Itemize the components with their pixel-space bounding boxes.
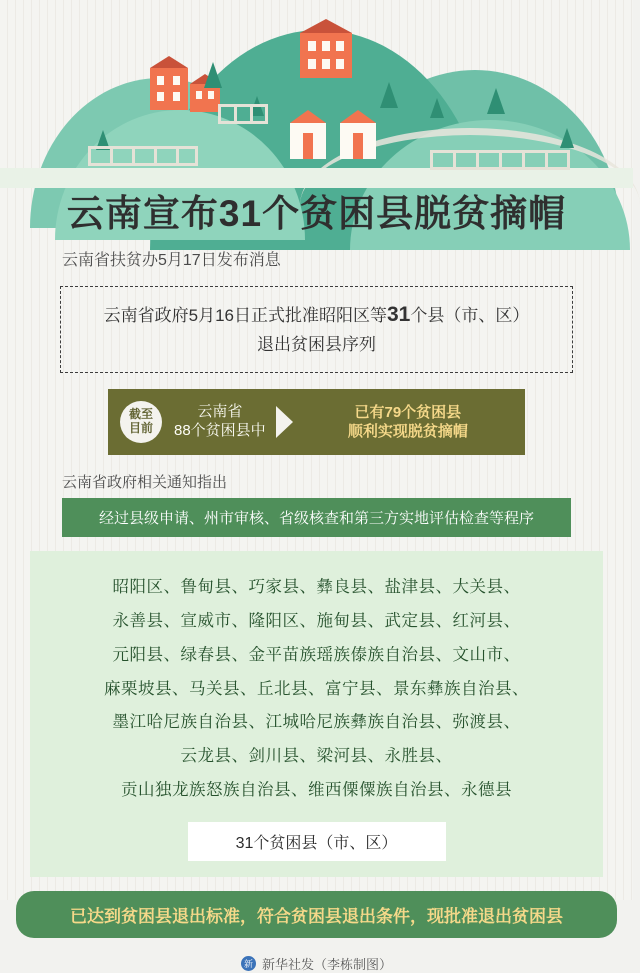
total-counties-line2: 88个贫困县中: [174, 422, 266, 440]
house-window: [322, 41, 330, 51]
tree-icon: [430, 98, 444, 118]
house-center-right: [340, 123, 376, 159]
tree-icon: [487, 88, 505, 114]
as-of-line1: 截至: [128, 407, 153, 422]
total-counties-text: [174, 403, 266, 441]
procedure-strip: 经过县级申请、州市审核、省级核查和第三方实地评估检查等程序: [62, 498, 571, 537]
house-window: [173, 92, 180, 101]
page-title: 云南宣布31个贫困县脱贫摘帽: [66, 193, 567, 234]
county-row: 墨江哈尼族自治县、江城哈尼族彝族自治县、弥渡县、: [112, 713, 521, 732]
notice-lead: 云南省政府相关通知指出: [62, 474, 228, 492]
tree-icon: [204, 62, 222, 88]
county-row: 贡山独龙族怒族自治县、维西傈僳族自治县、永德县: [121, 781, 512, 800]
title-block: [0, 183, 633, 274]
house-window: [322, 59, 330, 69]
approval-statement-line2: 退出贫困县序列: [257, 334, 376, 354]
house-body: [190, 84, 220, 112]
progress-band: [108, 389, 525, 455]
house-window: [336, 59, 344, 69]
county-row: 元阳县、绿春县、金平苗族瑶族傣族自治县、文山市、: [112, 645, 521, 664]
house-top: [300, 33, 352, 78]
county-list-panel: [30, 551, 603, 877]
house-window: [336, 41, 344, 51]
county-row: 永善县、宣威市、隆阳区、施甸县、武定县、红河县、: [112, 611, 521, 630]
fence: [88, 146, 198, 166]
fence: [218, 104, 268, 124]
lifted-counties-line2: 顺利实现脱贫摘帽: [347, 423, 468, 441]
tree-icon: [560, 128, 574, 148]
house-window: [308, 41, 316, 51]
fence: [430, 150, 570, 170]
house-roof: [290, 110, 326, 123]
credit-text: 新华社发（李栋制图）: [261, 956, 392, 972]
approval-statement-box: [60, 286, 573, 373]
house-window: [157, 76, 164, 85]
house-window: [173, 76, 180, 85]
as-of-badge: [120, 401, 162, 443]
approval-statement-line1: [75, 299, 558, 332]
house-body: [150, 68, 188, 110]
arrow-right-icon: [276, 406, 293, 438]
house-window: [208, 91, 214, 99]
conclusion-bar: 已达到贫困县退出标准，符合贫困县退出条件，现批准退出贫困县: [16, 891, 617, 938]
house-left-small: [190, 84, 220, 112]
house-roof: [150, 56, 188, 68]
lifted-counties-line1: 已有79个贫困县: [354, 403, 462, 421]
lifted-counties-text: [301, 403, 515, 442]
tree-icon: [380, 82, 398, 108]
credit-line: [0, 954, 633, 973]
house-door: [303, 133, 313, 159]
house-center-left: [290, 123, 326, 159]
house-door: [353, 133, 363, 159]
house-window: [196, 91, 202, 99]
house-body: [300, 33, 352, 78]
house-window: [308, 59, 316, 69]
house-left-tall: [150, 68, 188, 110]
house-window: [157, 92, 164, 101]
page-subtitle: 云南省扶贫办5月17日发布消息: [62, 252, 281, 270]
as-of-line2: 目前: [128, 421, 153, 436]
approval-number: 31: [387, 303, 411, 327]
xinhua-logo-icon: 新: [241, 956, 256, 971]
house-roof: [340, 110, 376, 123]
approval-suffix: 个县（市、区）: [410, 306, 530, 326]
approval-prefix: 云南省政府5月16日正式批准昭阳区等: [103, 306, 387, 326]
county-row: 云龙县、剑川县、梁河县、永胜县、: [180, 747, 453, 766]
house-roof: [300, 19, 352, 33]
total-counties-line1: 云南省: [197, 403, 243, 421]
header-illustration: [0, 0, 633, 185]
county-count-box: 31个贫困县（市、区）: [188, 822, 446, 861]
county-row: 昭阳区、鲁甸县、巧家县、彝良县、盐津县、大关县、: [112, 578, 521, 597]
county-row: 麻栗坡县、马关县、丘北县、富宁县、景东彝族自治县、: [104, 679, 529, 698]
